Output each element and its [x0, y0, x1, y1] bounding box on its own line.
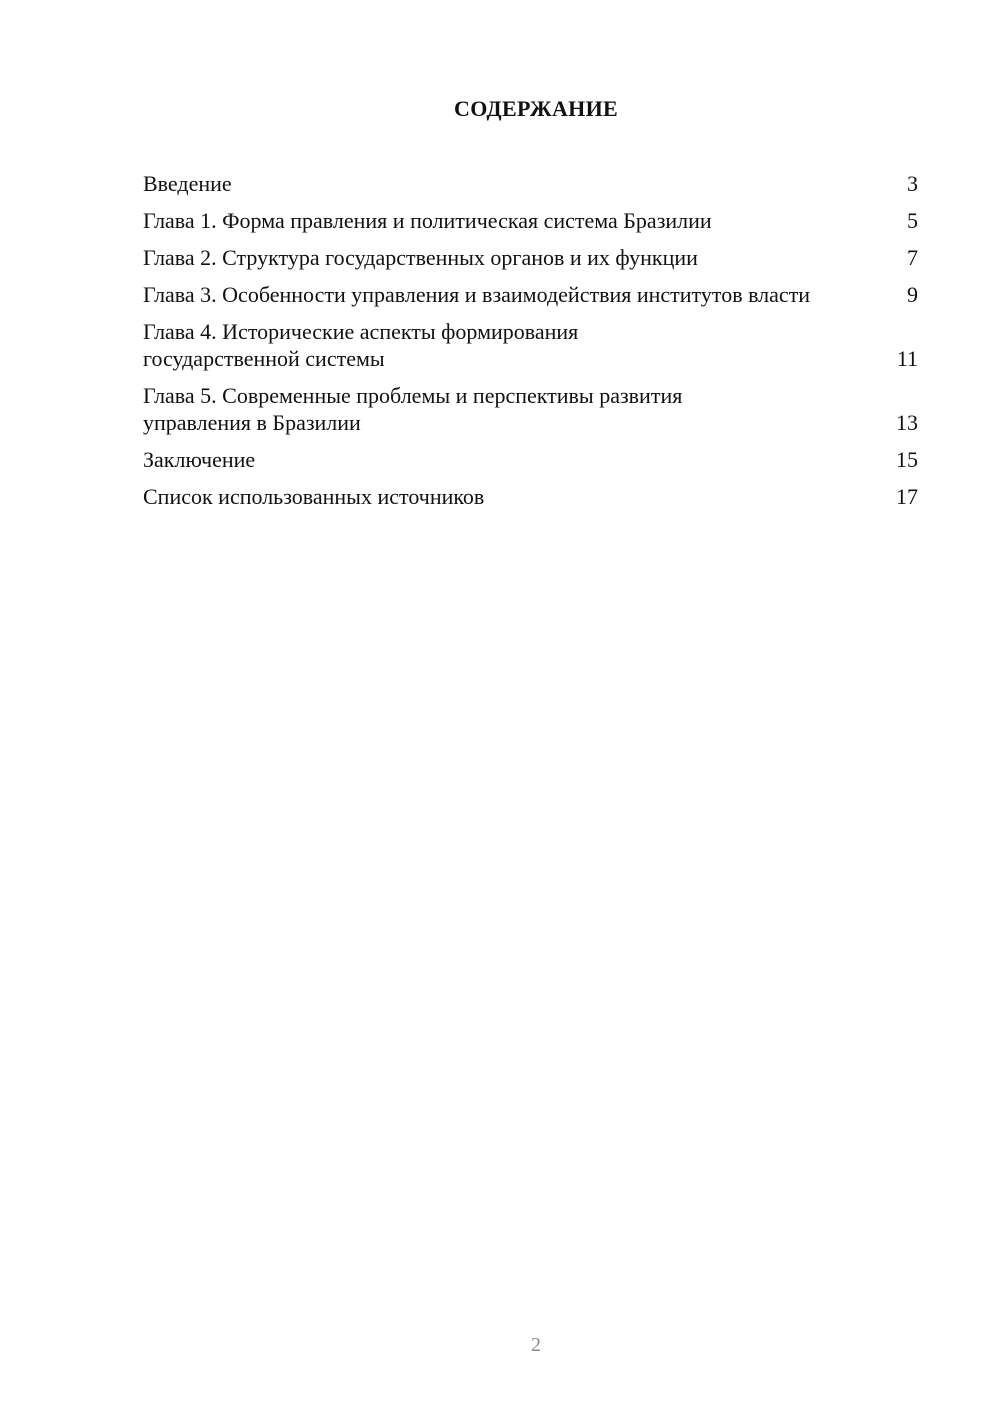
toc-entry-chapter-2[interactable] [143, 244, 918, 271]
toc-entry-chapter-1[interactable] [143, 207, 918, 234]
toc-entry-page: 17 [896, 484, 918, 509]
toc-entry-title: Глава 5. Современные проблемы и перспективы развития управления в Бразилии [143, 383, 683, 435]
toc-entry-references[interactable] [143, 483, 918, 510]
toc-entry-title: Глава 1. Форма правления и политическая система Бразилии [143, 208, 712, 233]
toc-entry-chapter-4[interactable] [143, 318, 918, 372]
page-number: 2 [531, 1334, 541, 1356]
toc-entry-introduction[interactable] [143, 170, 918, 197]
toc-entry-page: 5 [907, 208, 918, 233]
toc-entry-conclusion[interactable] [143, 446, 918, 473]
toc-entry-page: 7 [907, 245, 918, 270]
table-of-contents [143, 170, 918, 520]
toc-entry-title: Глава 3. Особенности управления и взаимодействия институтов власти [143, 282, 811, 307]
toc-entry-title: Список использованных источников [143, 484, 485, 509]
toc-entry-page: 9 [907, 282, 918, 307]
page-title: СОДЕРЖАНИЕ [454, 96, 618, 121]
toc-entry-page: 15 [896, 447, 918, 472]
toc-entry-title: Введение [143, 171, 232, 196]
toc-entry-title: Заключение [143, 447, 256, 472]
toc-entry-title: Глава 2. Структура государственных органов и их функции [143, 245, 698, 270]
toc-entry-page: 11 [896, 346, 918, 371]
toc-entry-chapter-3[interactable] [143, 281, 918, 308]
toc-entry-page: 13 [896, 410, 918, 435]
toc-entry-chapter-5[interactable] [143, 382, 918, 436]
toc-entry-page: 3 [907, 171, 918, 196]
toc-entry-title: Глава 4. Исторические аспекты формирования государственной системы [143, 319, 579, 371]
